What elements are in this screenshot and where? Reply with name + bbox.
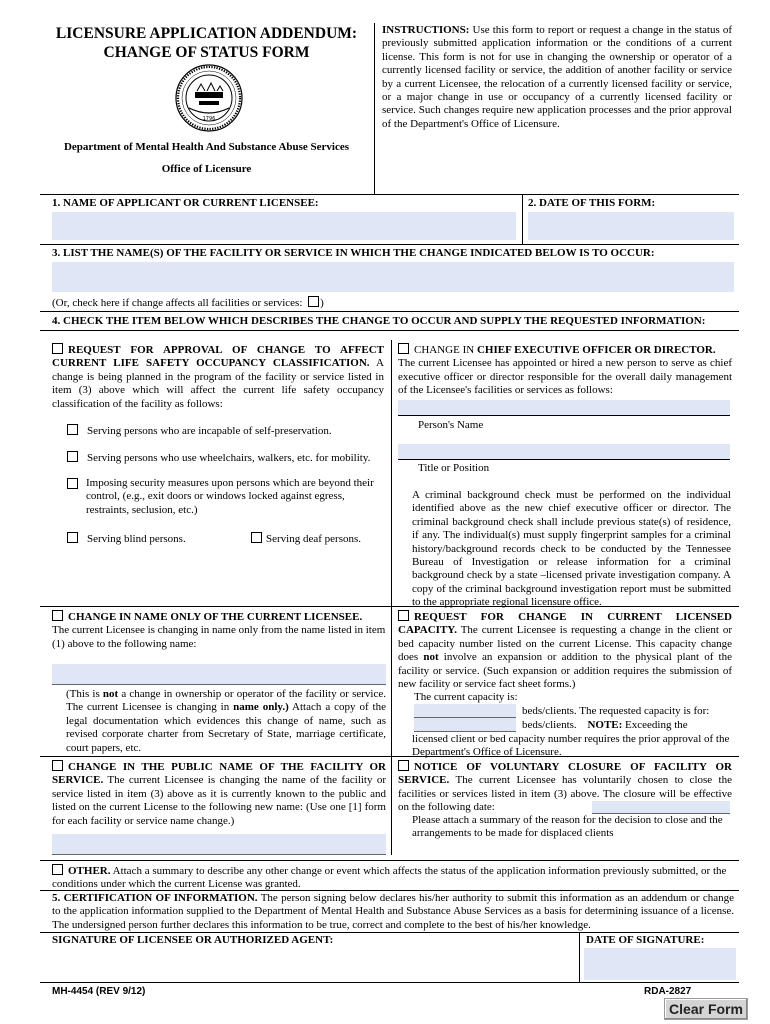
option-4-label: Serving blind persons. xyxy=(87,533,186,545)
ceo-block xyxy=(398,343,732,398)
option-4-checkbox[interactable] xyxy=(67,532,78,543)
name-change-note xyxy=(66,688,386,755)
title-position-label: Title or Position xyxy=(418,462,490,474)
capacity-body-b: involve an expansion or addition to the physical plant of the facility or service. (Such expansion or addition requires the submission of new facility or service fact sheet forms.) xyxy=(398,651,732,691)
facility-list-label: 3. LIST THE NAME(S) OF THE FACILITY OR SERVICE IN WHICH THE CHANGE INDICATED BELOW IS TO OCCUR: xyxy=(52,247,655,259)
certification-block xyxy=(52,892,734,932)
all-facilities-row xyxy=(52,296,324,310)
note-not: not xyxy=(102,688,119,700)
name-change-block xyxy=(52,610,386,651)
form-date-label: 2. DATE OF THIS FORM: xyxy=(528,197,656,209)
public-name-block xyxy=(52,760,386,828)
closure-checkbox[interactable] xyxy=(398,760,409,771)
certification-body: The person signing below declares his/her authority to submit this information as an addendum or change to the application information supplied to the Department of Mental Health and Substance Abuse Services as a basis for determining issuance of a license. The undersigned person further declares this information to be true, correct and complete to the best of his/her knowledge. xyxy=(52,892,734,931)
requested-capacity-line xyxy=(414,731,516,732)
public-name-field[interactable] xyxy=(52,834,386,854)
instructions-label: INSTRUCTIONS: xyxy=(382,24,470,36)
rule-signature xyxy=(40,932,739,933)
name-change-title: CHANGE IN NAME ONLY OF THE CURRENT LICENSEE. xyxy=(68,611,363,623)
name-change-body: The current Licensee is changing in name only from the name listed in item (1) above to the following name: xyxy=(52,624,386,650)
other-body: Attach a summary to describe any other change or event which affects the status of the application information previously submitted, or the conditions under which the current License was granted. xyxy=(52,865,727,891)
other-block xyxy=(52,864,734,892)
capacity-title: REQUEST FOR CHANGE IN CURRENT LICENSED CAPACITY. xyxy=(398,611,732,637)
office-name: Office of Licensure xyxy=(161,163,252,175)
rule-row2 xyxy=(40,606,739,607)
option-2-label: Serving persons who use wheelchairs, walkers, etc. for mobility. xyxy=(87,452,371,464)
note-part-b: a change in ownership or operator of the facility or service. The current Licensee is changing in xyxy=(66,688,386,714)
department-name: Department of Mental Health And Substance Abuse Services xyxy=(63,141,350,153)
new-name-line xyxy=(52,684,386,685)
life-safety-body: A change is being planned in the program of the facility or service listed in item (3) above which will affect the current life safety occupancy classification of the facility as follows: xyxy=(52,357,384,410)
other-checkbox[interactable] xyxy=(52,864,63,875)
signature-label: SIGNATURE OF LICENSEE OR AUTHORIZED AGENT: xyxy=(52,934,334,946)
title-position-field[interactable] xyxy=(398,444,730,459)
form-date-field[interactable] xyxy=(528,212,734,240)
rule-footer xyxy=(40,982,739,983)
capacity-body-a: The current Licensee is requesting a change in the client or bed capacity number listed on the current License. This capacity change does xyxy=(398,624,732,664)
signature-divider xyxy=(579,932,580,982)
form-title-line2: CHANGE OF STATUS FORM xyxy=(103,44,310,61)
persons-name-field[interactable] xyxy=(398,400,730,415)
life-safety-option-3 xyxy=(67,477,387,517)
background-check-text: A criminal background check must be performed on the individual identified above as the new chief executive officer or director. The criminal background check shall include previous state(s) of residence, if any. The individual(s) must supply fingerprint samples for a criminal history/background records check to be conducted by the Tennessee Bureau of Investigation or release information for a criminal background check by a state –licensed private investigation company. A copy of the criminal background investigation report must be submitted to the appropriate regional licensure office. xyxy=(412,489,731,609)
capacity-note-rest: licensed client or bed capacity number requires the prior approval of the Department's Office of Licensure. xyxy=(412,733,730,759)
rda-number: RDA-2827 xyxy=(644,986,692,997)
instructions-text: Use this form to report or request a change in the status of previously submitted application information or the conditions of a current license. This form is not for use in changing the ownership or operator of a currently licensed facility or service, the addition of another facility or service by a current Licensee, the relocation of a currently licensed facility or service, or a major change in use or occupancy of a currently licensed facility or service. Such changes require new application processes and the prior approval of the Department's Office of Licensure. xyxy=(382,24,732,130)
ceo-body: The current Licensee has appointed or hired a new person to serve as chief executive officer or director responsible for the overall daily management of the Licensee's facilities or services as follows: xyxy=(398,357,732,397)
current-capacity-label: The current capacity is: xyxy=(414,691,518,703)
change-type-label: 4. CHECK THE ITEM BELOW WHICH DESCRIBES THE CHANGE TO OCCUR AND SUPPLY THE REQUESTED INFORMATION: xyxy=(52,315,706,327)
option-5-label: Serving deaf persons. xyxy=(266,533,362,545)
option-5-checkbox[interactable] xyxy=(251,532,262,543)
signature-date-label: DATE OF SIGNATURE: xyxy=(586,934,705,946)
ceo-title-b: CHIEF EXECUTIVE OFFICER OR DIRECTOR. xyxy=(476,344,716,356)
rule-other xyxy=(40,860,739,861)
option-3-label: Imposing security measures upon persons which are beyond their control, (e.g., exit doors or windows locked against egress, restraints, seclusion, etc.) xyxy=(86,477,374,516)
certification-label: 5. CERTIFICATION OF INFORMATION. xyxy=(52,892,258,904)
all-facilities-text: (Or, check here if change affects all facilities or services: xyxy=(52,297,303,309)
title-position-line xyxy=(398,459,730,460)
clear-form-button[interactable]: Clear Form xyxy=(664,998,748,1020)
requested-capacity-field[interactable] xyxy=(414,718,516,731)
note-part-c: Attach a copy of the legal documentation which evidences this change of name, such as revised corporate charter from Secretary of State, marriage certificate, court papers, etc. xyxy=(66,701,386,754)
life-safety-block xyxy=(52,343,384,411)
note-name-only: name only.) xyxy=(233,701,289,714)
capacity-note-exceed: Exceeding the xyxy=(622,719,688,731)
current-capacity-field[interactable] xyxy=(414,704,516,717)
requested-capacity-label: beds/clients. The requested capacity is for: xyxy=(522,705,710,717)
option-1-checkbox[interactable] xyxy=(67,424,78,435)
life-safety-option-4 xyxy=(67,532,186,546)
life-safety-option-1 xyxy=(67,424,332,438)
persons-name-label: Person's Name xyxy=(418,419,484,431)
closure-date-field[interactable] xyxy=(592,801,730,813)
rule-section5 xyxy=(40,890,739,891)
closure-body: The current Licensee has voluntarily chosen to close the facilities or services listed in item (3) above. The closure will be effective on the following date: xyxy=(398,774,732,814)
rule-row3 xyxy=(40,756,739,757)
note-part-a: (This is xyxy=(66,688,103,700)
capacity-block xyxy=(398,610,732,691)
capacity-note-label: NOTE: xyxy=(587,719,623,731)
life-safety-option-5 xyxy=(251,532,361,546)
column-divider xyxy=(391,340,392,855)
facility-list-field[interactable] xyxy=(52,262,734,292)
rule-section1-top xyxy=(40,194,739,195)
ceo-title-a: CHANGE IN xyxy=(414,344,477,356)
rule-section4-top xyxy=(40,311,739,312)
life-safety-title: REQUEST FOR APPROVAL OF CHANGE TO AFFECT CURRENT LIFE SAFETY OCCUPANCY CLASSIFICATION. xyxy=(52,344,384,370)
public-name-title: CHANGE IN THE PUBLIC NAME OF THE FACILITY OR SERVICE. xyxy=(52,761,386,787)
other-title: OTHER. xyxy=(68,865,111,877)
header-divider xyxy=(374,23,375,194)
closure-title: NOTICE OF VOLUNTARY CLOSURE OF FACILITY OR SERVICE. xyxy=(398,761,732,787)
section2-divider xyxy=(522,194,523,244)
seal-year: 1796 xyxy=(202,116,216,122)
applicant-name-field[interactable] xyxy=(52,212,516,240)
beds-clients-row xyxy=(522,719,688,732)
life-safety-option-2 xyxy=(67,451,370,465)
form-title-line1: LICENSURE APPLICATION ADDENDUM: xyxy=(55,25,358,42)
all-facilities-close: ) xyxy=(320,297,324,309)
new-name-field[interactable] xyxy=(52,664,386,684)
signature-date-field[interactable] xyxy=(584,948,736,980)
rule-section3-top xyxy=(40,244,739,245)
form-number: MH-4454 (REV 9/12) xyxy=(52,986,146,997)
option-3-checkbox[interactable] xyxy=(67,478,78,489)
state-seal-logo xyxy=(175,64,243,132)
rule-section4-bottom xyxy=(40,330,739,331)
beds-clients-label: beds/clients. xyxy=(522,719,577,731)
option-2-checkbox[interactable] xyxy=(67,451,78,462)
persons-name-line xyxy=(398,415,730,416)
capacity-checkbox[interactable] xyxy=(398,610,409,621)
life-safety-checkbox[interactable] xyxy=(52,343,63,354)
closure-summary: Please attach a summary of the reason for the decision to close and the arrangements to be made for displaced clients xyxy=(412,814,723,840)
name-change-checkbox[interactable] xyxy=(52,610,63,621)
public-name-body: The current Licensee is changing the name of the facility or service listed in item (3) above as it is currently known to the public and listed on the current License to the following new name: (Use one [1] form for each facility or service name change.) xyxy=(52,774,386,827)
ceo-checkbox[interactable] xyxy=(398,343,409,354)
all-facilities-checkbox[interactable] xyxy=(308,296,319,307)
option-1-label: Serving persons who are incapable of self-preservation. xyxy=(87,425,332,437)
instructions xyxy=(382,24,732,131)
public-name-line xyxy=(52,854,386,855)
public-name-checkbox[interactable] xyxy=(52,760,63,771)
form-title xyxy=(40,24,373,62)
capacity-not: not xyxy=(423,651,439,664)
applicant-name-label: 1. NAME OF APPLICANT OR CURRENT LICENSEE: xyxy=(52,197,319,209)
